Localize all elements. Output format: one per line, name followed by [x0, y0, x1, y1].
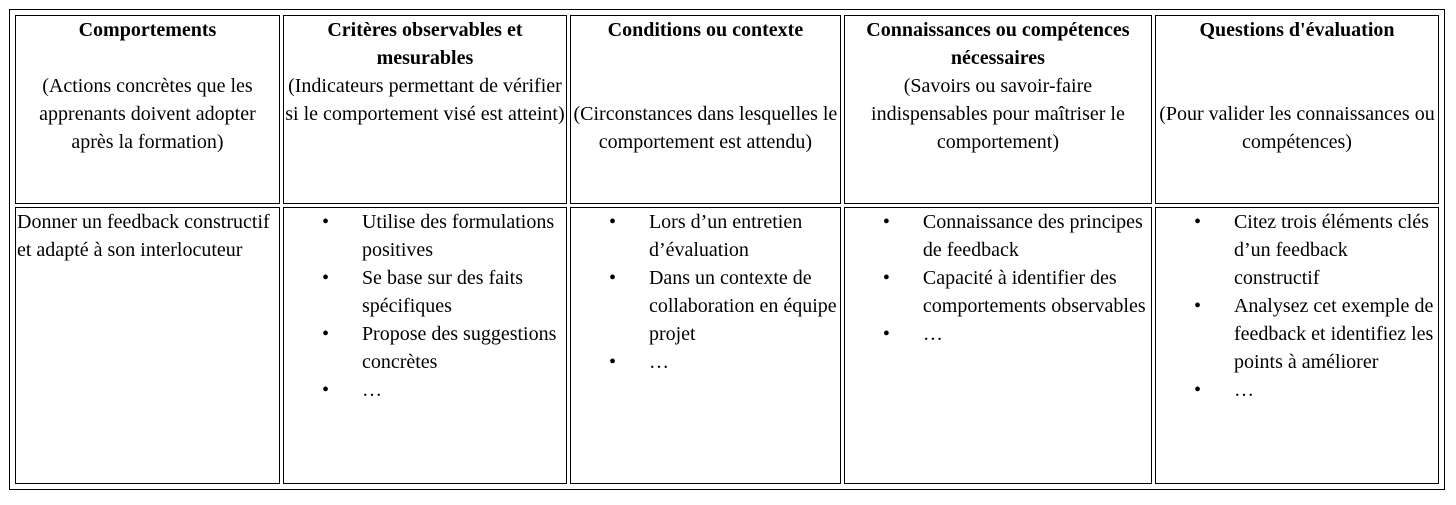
- cell-conditions: [570, 207, 841, 484]
- content-row: [15, 207, 1439, 484]
- cell-knowledge: [844, 207, 1152, 484]
- header-questions: [1155, 15, 1439, 204]
- list-item: • Se base sur des faits spécifiques: [321, 267, 524, 317]
- header-title: Questions d'évaluation: [1199, 19, 1395, 41]
- header-row: [15, 15, 1439, 204]
- list-item: • Connaissance des principes de feedback: [882, 211, 1143, 261]
- header-subtitle: (Actions concrètes que les apprenants doivent adopter après la formation): [39, 75, 256, 153]
- behavior-text: Donner un feedback constructif et adapté à son interlocuteur: [17, 211, 270, 261]
- list-item: • …: [608, 351, 669, 373]
- list-item: • Analysez cet exemple de feedback et identifiez les points à améliorer: [1193, 295, 1434, 373]
- cell-questions: [1155, 207, 1439, 484]
- list-item: • …: [321, 379, 382, 401]
- header-behaviors: [15, 15, 280, 204]
- list-item: • Capacité à identifier des comportements observables: [882, 267, 1146, 317]
- cell-criteria: [283, 207, 567, 484]
- header-subtitle: (Circonstances dans lesquelles le comportement est attendu): [573, 103, 838, 153]
- list-item: • Citez trois éléments clés d’un feedback constructif: [1193, 211, 1429, 289]
- list-item: • …: [882, 323, 943, 345]
- header-title: Connaissances ou compétences nécessaires: [866, 19, 1130, 69]
- header-title: Critères observables et mesurables: [327, 19, 523, 69]
- list-item: • Utilise des formulations positives: [321, 211, 555, 261]
- criteria-list: [285, 208, 565, 404]
- header-subtitle: (Indicateurs permettant de vérifier si le comportement visé est atteint): [285, 75, 565, 125]
- list-item: • …: [1193, 379, 1254, 401]
- evaluation-table: [12, 12, 1442, 487]
- list-item: • Lors d’un entretien d’évaluation: [608, 211, 803, 261]
- header-title: Conditions ou contexte: [607, 19, 804, 41]
- header-knowledge: [844, 15, 1152, 204]
- evaluation-table-frame: [9, 9, 1445, 490]
- questions-list: [1157, 208, 1437, 404]
- list-item: • Dans un contexte de collaboration en équipe projet: [608, 267, 837, 345]
- header-subtitle: (Savoirs ou savoir-faire indispensables pour maîtriser le comportement): [871, 75, 1125, 153]
- knowledge-list: [846, 208, 1150, 348]
- header-criteria: [283, 15, 567, 204]
- cell-behavior: [15, 207, 280, 484]
- conditions-list: [572, 208, 839, 376]
- header-conditions: [570, 15, 841, 204]
- list-item: • Propose des suggestions concrètes: [321, 323, 557, 373]
- header-title: Comportements: [78, 19, 217, 41]
- header-subtitle: (Pour valider les connaissances ou compétences): [1159, 103, 1435, 153]
